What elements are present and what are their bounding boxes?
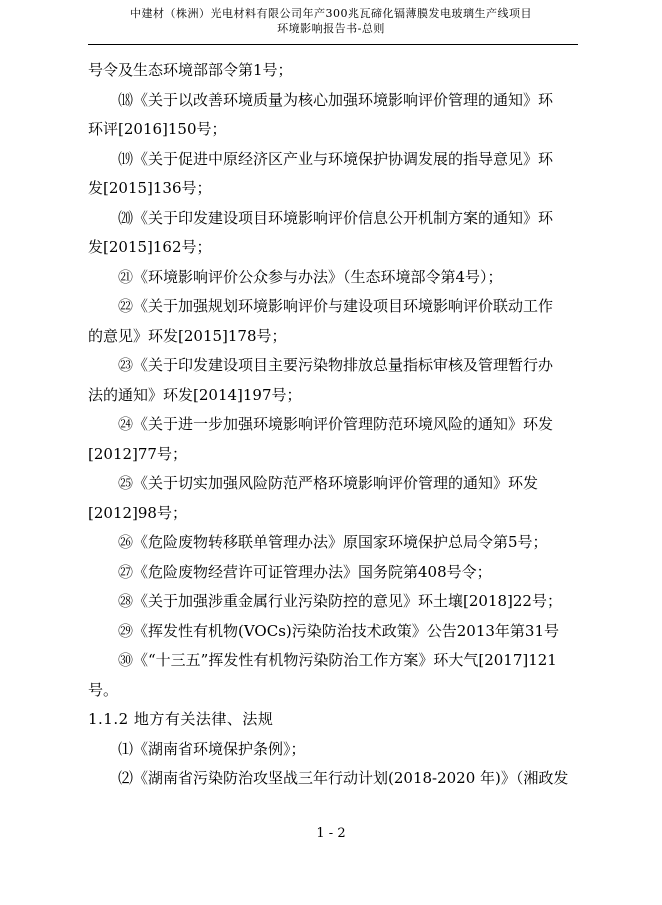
text-line: [2012]98号； [88,503,187,522]
section-heading: 1.1.2 地方有关法律、法规 [88,710,274,728]
regulation-item-18: ⒅《关于以改善环境质量为核心加强环境影响评价管理的通知》环 [118,90,554,109]
regulation-item-21: ㉑《环境影响评价公众参与办法》（生态环境部令第4号）； [118,267,503,286]
regulation-item-23: ㉓《关于印发建设项目主要污染物排放总量指标审核及管理暂行办 [118,356,554,374]
header-project-title: 中建材（株洲）光电材料有限公司年产300兆瓦碲化镉薄膜发电玻璃生产线项目 [130,7,532,20]
regulation-item-19: ⒆《关于促进中原经济区产业与环境保护协调发展的指导意见》环 [118,149,554,168]
regulation-item-29: ㉙《挥发性有机物(VOCs)污染防治技术政策》公告2013年第31号 [118,621,560,640]
header-divider [88,44,578,45]
local-regulation-item-1: ⑴《湖南省环境保护条例》； [118,739,306,758]
text-line: 号。 [88,680,119,699]
regulation-item-20: ⒇《关于印发建设项目环境影响评价信息公开机制方案的通知》环 [118,208,554,227]
regulation-item-25: ㉕《关于切实加强风险防范严格环境影响评价管理的通知》环发 [118,474,539,492]
text-line: 发[2015]162号； [88,238,212,256]
regulation-item-30: ㉚《“十三五”挥发性有机物污染防治工作方案》环大气[2017]121 [118,651,557,669]
text-line: 号令及生态环境部部令第1号； [88,61,293,79]
regulation-item-24: ㉔《关于进一步加强环境影响评价管理防范环境风险的通知》环发 [118,415,554,433]
regulation-item-27: ㉗《危险废物经营许可证管理办法》国务院第408号令； [118,562,492,581]
text-line: 法的通知》环发[2014]197号； [88,385,302,404]
page-header [60,6,602,36]
local-regulation-item-2: ⑵《湖南省污染防治攻坚战三年行动计划(2018-2020 年)》（湘政发 [118,769,569,787]
text-line: 的意见》环发[2015]178号； [88,326,287,345]
regulation-item-26: ㉖《危险废物转移联单管理办法》原国家环境保护总局令第5号； [118,533,548,551]
header-subtitle: 环境影响报告书-总则 [277,22,385,35]
document-body [88,56,578,794]
regulation-item-28: ㉘《关于加强涉重金属行业污染防控的意见》环土壤[2018]22号； [118,592,562,610]
text-line: 环评[2016]150号； [88,120,227,138]
page-number: 1 - 2 [316,826,346,841]
regulation-item-22: ㉒《关于加强规划环境影响评价与建设项目环境影响评价联动工作 [118,297,554,315]
text-line: 发[2015]136号； [88,179,212,197]
text-line: [2012]77号； [88,444,187,463]
